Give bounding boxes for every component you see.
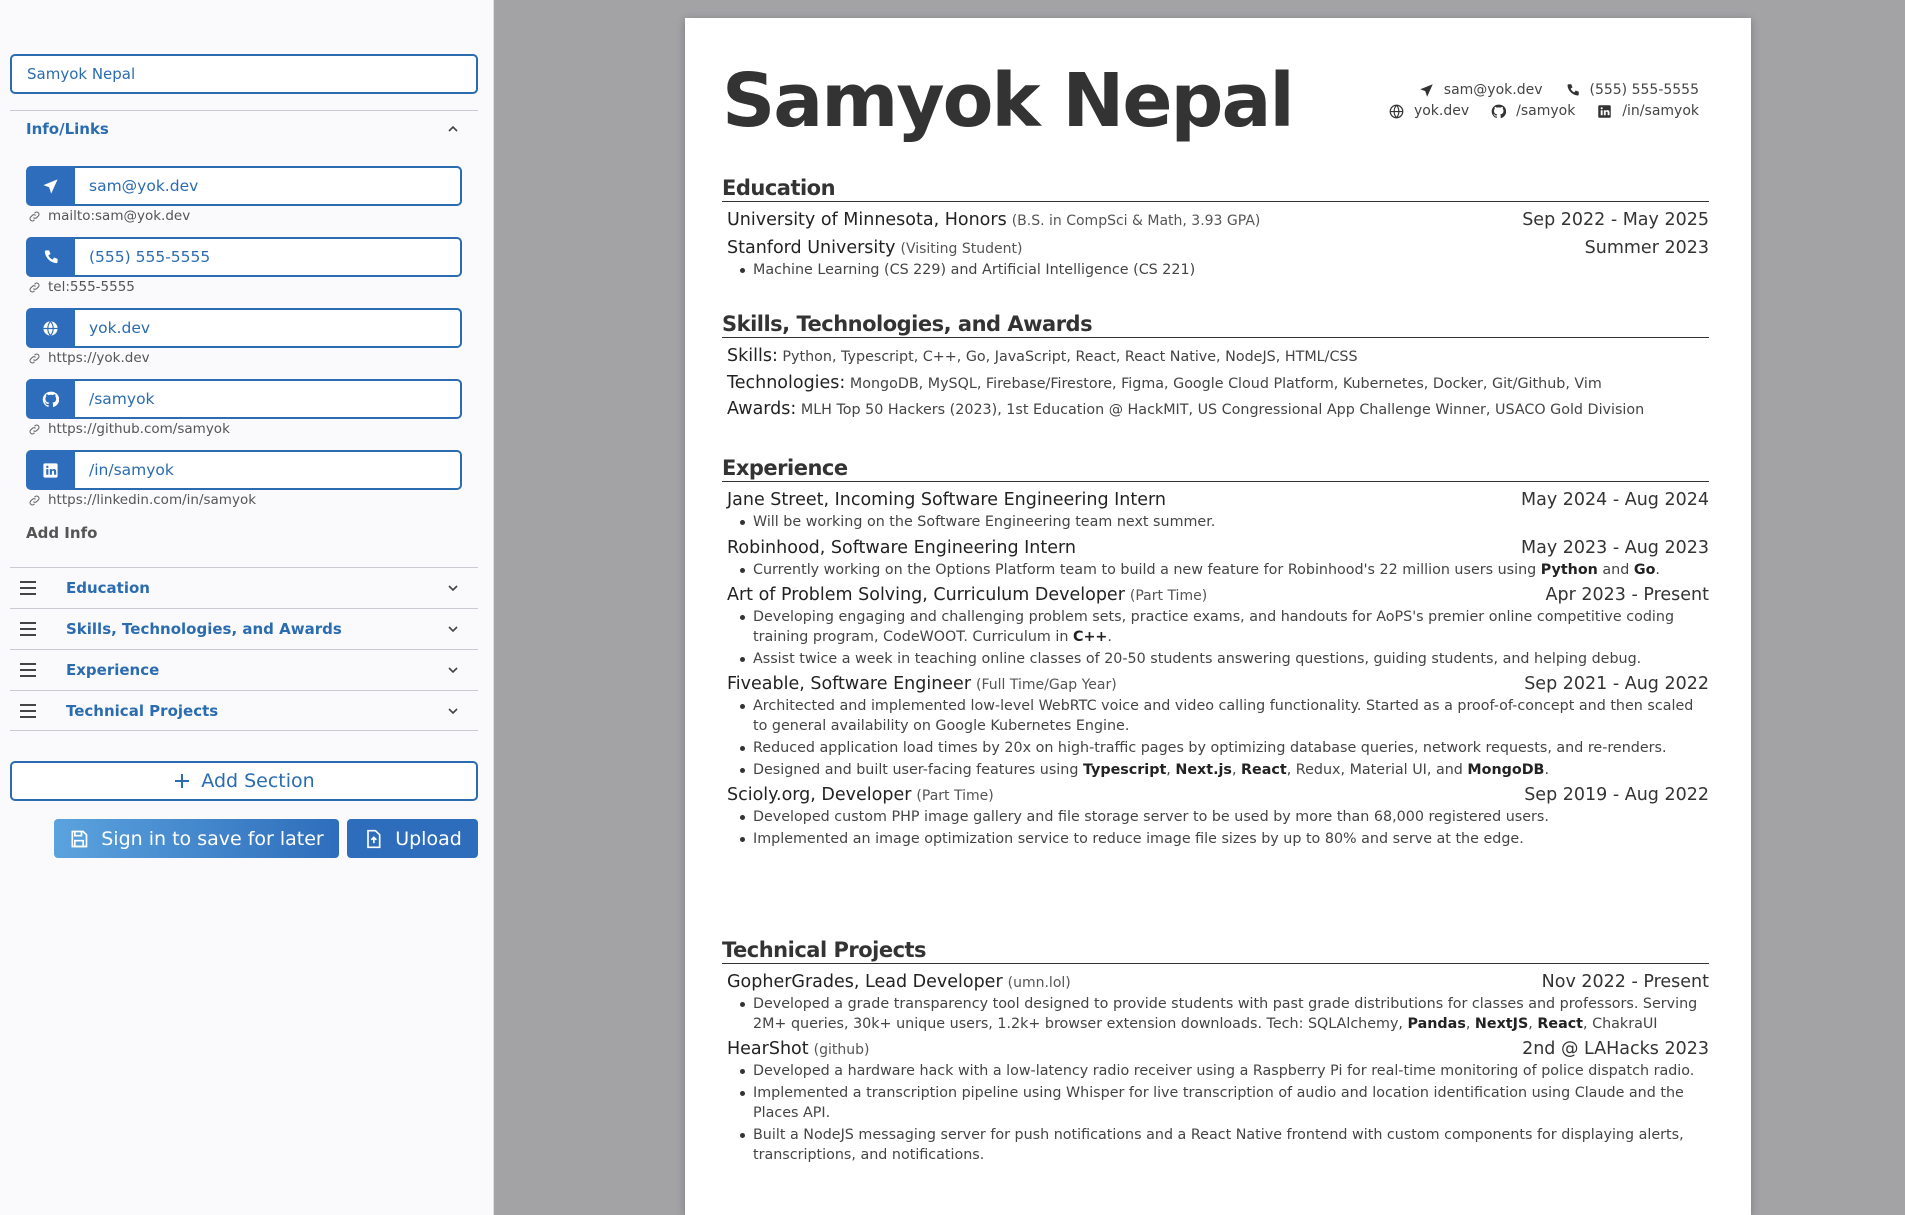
technologies-line bbox=[727, 373, 1709, 393]
awards-line bbox=[727, 399, 1709, 419]
bullet: Currently working on the Options Platform team to build a new feature for Robinhood's 22 million users using Python and Go. bbox=[740, 560, 1709, 580]
github-field[interactable] bbox=[75, 379, 462, 419]
entry-jane-street bbox=[727, 490, 1709, 532]
add-section-label: Add Section bbox=[201, 770, 315, 792]
contact-text: yok.dev bbox=[1413, 103, 1470, 119]
skills-line bbox=[727, 346, 1709, 366]
drag-handle-icon[interactable] bbox=[20, 622, 36, 636]
bullet: Reduced application load times by 20x on high-traffic pages by optimizing database queries, network requests, and re-renders. bbox=[740, 738, 1709, 758]
link-href-phone bbox=[28, 278, 135, 296]
globe-icon bbox=[1389, 104, 1404, 119]
link-icon bbox=[28, 210, 41, 223]
linkedin-icon bbox=[42, 462, 59, 479]
link-row-phone bbox=[26, 237, 462, 277]
phone-field[interactable] bbox=[75, 237, 462, 277]
section-row-skills[interactable] bbox=[10, 608, 478, 649]
resume-section-experience bbox=[722, 456, 1709, 849]
entry-sub: (Part Time) bbox=[1129, 588, 1208, 604]
name-input[interactable] bbox=[10, 54, 478, 94]
entry-date: Summer 2023 bbox=[1584, 238, 1709, 258]
link-icon-button[interactable] bbox=[26, 379, 75, 419]
bullet: Developed custom PHP image gallery and file storage server to be used by more than 68,000 registered users. bbox=[740, 807, 1709, 827]
link-icon-button[interactable] bbox=[26, 166, 75, 206]
phone-icon bbox=[42, 249, 59, 266]
entry-title: Art of Problem Solving, Curriculum Developer bbox=[727, 585, 1125, 605]
bullet: Will be working on the Software Engineering team next summer. bbox=[740, 512, 1709, 532]
bullet: Machine Learning (CS 229) and Artificial Intelligence (CS 221) bbox=[740, 260, 1709, 280]
entry-date: Apr 2023 - Present bbox=[1545, 585, 1709, 605]
info-links-header[interactable] bbox=[10, 110, 478, 146]
add-section-button[interactable] bbox=[10, 761, 478, 801]
resume-preview bbox=[685, 18, 1751, 1215]
entry-sub: (github) bbox=[813, 1042, 870, 1058]
email-field[interactable] bbox=[75, 166, 462, 206]
link-icon bbox=[28, 352, 41, 365]
resume-name: Samyok Nepal bbox=[722, 58, 1293, 144]
entry-title: Robinhood, Software Engineering Intern bbox=[727, 538, 1077, 558]
file-upload-icon bbox=[363, 829, 383, 849]
link-href-website bbox=[28, 349, 150, 367]
chevron-down-icon[interactable] bbox=[444, 620, 462, 638]
entry-title: Scioly.org, Developer bbox=[727, 785, 912, 805]
bullet: Architected and implemented low-level WebRTC voice and video calling functionality. Started as a proof-of-concept and then scaled to general availability on Google Kubernetes Engine. bbox=[740, 696, 1709, 736]
chevron-down-icon[interactable] bbox=[444, 579, 462, 597]
entry-date: Nov 2022 - Present bbox=[1541, 972, 1709, 992]
entry-robinhood bbox=[727, 538, 1709, 580]
bullet: Developed a hardware hack with a low-latency radio receiver using a Raspberry Pi for real-time monitoring of police dispatch radio. bbox=[740, 1061, 1709, 1081]
link-icon bbox=[28, 494, 41, 507]
sign-in-button[interactable] bbox=[54, 819, 339, 858]
link-href-linkedin bbox=[28, 491, 256, 509]
section-title: Education bbox=[722, 176, 1709, 202]
entry-date: Sep 2022 - May 2025 bbox=[1522, 210, 1709, 230]
entry-aops bbox=[727, 585, 1709, 669]
entry-umn bbox=[727, 210, 1709, 230]
section-label: Education bbox=[66, 579, 150, 597]
bullet: Implemented a transcription pipeline using Whisper for live transcription of audio and location identification using Claude and the Places API. bbox=[740, 1083, 1709, 1123]
upload-label: Upload bbox=[395, 827, 462, 850]
entry-scioly bbox=[727, 785, 1709, 849]
sign-in-label: Sign in to save for later bbox=[101, 827, 324, 850]
contact-text: (555) 555-5555 bbox=[1589, 82, 1699, 98]
chevron-down-icon[interactable] bbox=[444, 702, 462, 720]
entry-sub: (Visiting Student) bbox=[900, 241, 1023, 257]
entry-title: GopherGrades, Lead Developer bbox=[727, 972, 1003, 992]
section-title: Experience bbox=[722, 456, 1709, 482]
link-href-text: mailto:sam@yok.dev bbox=[48, 208, 191, 224]
entry-date: May 2023 - Aug 2023 bbox=[1521, 538, 1709, 558]
contact-linkedin[interactable] bbox=[1597, 103, 1699, 119]
link-icon bbox=[28, 281, 41, 294]
link-href-text: tel:555-5555 bbox=[48, 279, 135, 295]
website-field[interactable] bbox=[75, 308, 462, 348]
contact-text: /in/samyok bbox=[1622, 103, 1699, 119]
link-href-text: https://yok.dev bbox=[48, 350, 150, 366]
link-href-text: https://github.com/samyok bbox=[48, 421, 230, 437]
contact-github[interactable] bbox=[1491, 103, 1575, 119]
bullet: Built a NodeJS messaging server for push notifications and a React Native frontend with custom components for displaying alerts, transcriptions, and notifications. bbox=[740, 1125, 1709, 1165]
entry-gophergrades bbox=[727, 972, 1709, 1034]
entry-stanford bbox=[727, 238, 1709, 280]
section-label: Experience bbox=[66, 661, 160, 679]
entry-sub: (umn.lol) bbox=[1007, 975, 1071, 991]
paper-plane-icon bbox=[42, 178, 59, 195]
save-icon bbox=[69, 829, 89, 849]
link-icon-button[interactable] bbox=[26, 308, 75, 348]
link-href-github bbox=[28, 420, 230, 438]
linkedin-icon bbox=[1597, 104, 1612, 119]
entry-title: Fiveable, Software Engineer bbox=[727, 674, 972, 694]
section-row-education[interactable] bbox=[10, 567, 478, 608]
entry-date: May 2024 - Aug 2024 bbox=[1521, 490, 1709, 510]
entry-title: University of Minnesota, Honors bbox=[727, 210, 1007, 230]
chevron-up-icon[interactable] bbox=[444, 120, 462, 138]
section-label: Technical Projects bbox=[66, 701, 219, 720]
entry-sub: (B.S. in CompSci & Math, 3.93 GPA) bbox=[1011, 213, 1261, 229]
linkedin-field[interactable] bbox=[75, 450, 462, 490]
contact-email[interactable] bbox=[1419, 82, 1543, 98]
entry-title: Stanford University bbox=[727, 238, 896, 258]
entry-sub: (Full Time/Gap Year) bbox=[976, 677, 1117, 693]
bullet: Developing engaging and challenging problem sets, practice exams, and handouts for AoPS's premier online competitive coding training program, CodeWOOT. Curriculum in C++. bbox=[740, 607, 1709, 647]
link-icon-button[interactable] bbox=[26, 450, 75, 490]
resume-section-skills bbox=[722, 312, 1709, 419]
skill-value: Python, Typescript, C++, Go, JavaScript, React, React Native, NodeJS, HTML/CSS bbox=[782, 349, 1358, 365]
upload-button[interactable] bbox=[347, 819, 478, 858]
drag-handle-icon[interactable] bbox=[20, 704, 36, 718]
bullet: Assist twice a week in teaching online classes of 20-50 students answering questions, guiding students, and helping debug. bbox=[740, 649, 1709, 669]
section-row-projects[interactable] bbox=[10, 690, 478, 731]
section-title: Skills, Technologies, and Awards bbox=[722, 312, 1709, 338]
link-row-website bbox=[26, 308, 462, 348]
entry-title: HearShot bbox=[727, 1039, 809, 1059]
bullet: Developed a grade transparency tool designed to provide students with past grade distributions for classes and professors. Serving 2M+ queries, 30k+ unique users, 1.2k+ browser extension downloads. Tech: SQLAlchemy, Pandas, NextJS, React, ChakraUI bbox=[740, 994, 1709, 1034]
skill-key: Technologies: bbox=[727, 373, 846, 393]
link-row-github bbox=[26, 379, 462, 419]
add-info-button[interactable]: Add Info bbox=[26, 524, 98, 542]
entry-date: Sep 2021 - Aug 2022 bbox=[1524, 674, 1709, 694]
skill-key: Awards: bbox=[727, 399, 797, 419]
link-href-text: https://linkedin.com/in/samyok bbox=[48, 492, 257, 508]
globe-icon bbox=[42, 320, 59, 337]
drag-handle-icon[interactable] bbox=[20, 581, 36, 595]
contact-phone[interactable] bbox=[1565, 82, 1700, 98]
plus-icon bbox=[173, 772, 191, 790]
entry-sub: (Part Time) bbox=[916, 788, 994, 804]
section-title: Technical Projects bbox=[722, 938, 1709, 964]
link-row-linkedin bbox=[26, 450, 462, 490]
skill-value: MLH Top 50 Hackers (2023), 1st Education @ HackMIT, US Congressional App Challenge Winner, USACO Gold Division bbox=[800, 402, 1645, 418]
phone-icon bbox=[1565, 83, 1580, 98]
info-links-label: Info/Links bbox=[26, 119, 109, 138]
skill-key: Skills: bbox=[727, 346, 778, 366]
drag-handle-icon[interactable] bbox=[20, 663, 36, 677]
github-icon bbox=[42, 391, 59, 408]
link-href-email bbox=[28, 207, 190, 225]
editor-panel bbox=[0, 0, 494, 1215]
bullet: Implemented an image optimization service to reduce image file sizes by up to 80% and serve at the edge. bbox=[740, 829, 1709, 849]
github-icon bbox=[1491, 104, 1506, 119]
resume-contacts bbox=[1389, 82, 1699, 119]
section-row-experience[interactable] bbox=[10, 649, 478, 690]
section-label: Skills, Technologies, and Awards bbox=[66, 620, 342, 638]
chevron-down-icon[interactable] bbox=[444, 661, 462, 679]
entry-title: Jane Street, Incoming Software Engineering Intern bbox=[727, 490, 1166, 510]
link-row-email bbox=[26, 166, 462, 206]
skill-value: MongoDB, MySQL, Firebase/Firestore, Figma, Google Cloud Platform, Kubernetes, Docker, Git/Github, Vim bbox=[849, 376, 1602, 392]
entry-hearshot bbox=[727, 1039, 1709, 1165]
resume-section-education bbox=[722, 176, 1709, 280]
entry-fiveable bbox=[727, 674, 1709, 780]
bullet: Designed and built user-facing features using Typescript, Next.js, React, Redux, Material UI, and MongoDB. bbox=[740, 760, 1709, 780]
contact-text: sam@yok.dev bbox=[1443, 82, 1543, 98]
resume-section-projects bbox=[722, 938, 1709, 1165]
contact-text: /samyok bbox=[1516, 103, 1576, 119]
contact-website[interactable] bbox=[1389, 103, 1469, 119]
entry-date: 2nd @ LAHacks 2023 bbox=[1522, 1039, 1709, 1059]
link-icon-button[interactable] bbox=[26, 237, 75, 277]
entry-date: Sep 2019 - Aug 2022 bbox=[1524, 785, 1709, 805]
link-icon bbox=[28, 423, 41, 436]
paper-plane-icon bbox=[1419, 83, 1434, 98]
